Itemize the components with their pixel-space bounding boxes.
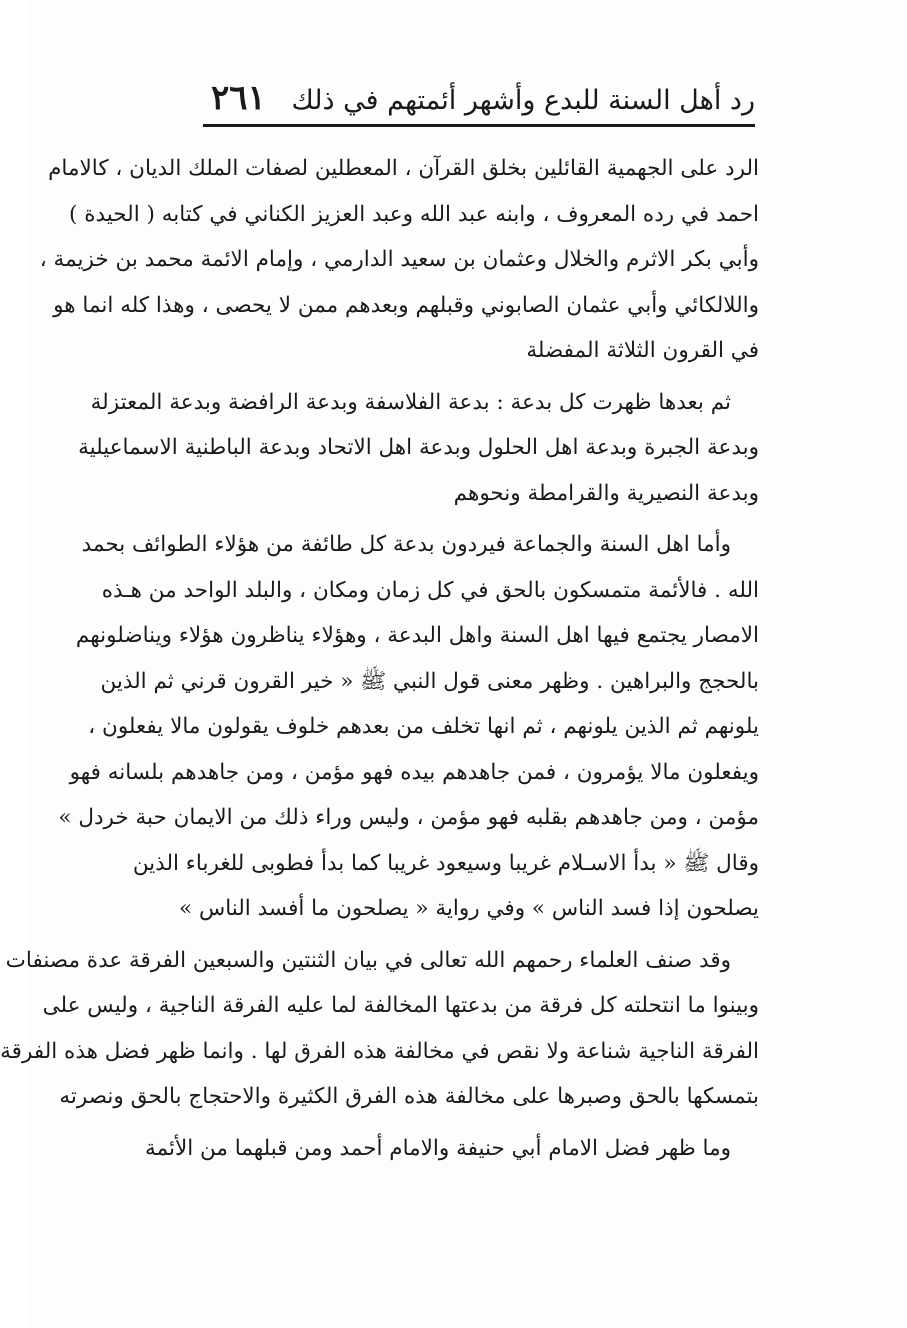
text-line: احمد في رده المعروف ، وابنه عبد الله وعبد العزيز الكناني في كتابه ( الحيدة ) bbox=[69, 201, 759, 227]
text-line: وبينوا ما انتحلته كل فرقة من بدعتها المخالفة لما عليه الفرقة الناجية ، وليس على bbox=[42, 993, 759, 1018]
text-line: الرد على الجهمية القائلين بخلق القرآن ، المعطلين لصفات الملك الديان ، كالامام bbox=[48, 156, 759, 181]
text-line: بتمسكها بالحق وصبرها على مخالفة هذه الفرق الكثيرة والاحتجاج بالحق ونصرته bbox=[59, 1084, 759, 1109]
text-line: وقال ﷺ « بدأ الاسـلام غريبا وسيعود غريبا كما بدأ فطوبى للغرباء الذين bbox=[132, 850, 759, 876]
paragraph-2 bbox=[78, 380, 759, 517]
body-text bbox=[0, 146, 759, 1177]
paragraph-5 bbox=[145, 1126, 759, 1172]
text-line: وأما اهل السنة والجماعة فيردون بدعة كل طائفة من هؤلاء الطوائف بحمد bbox=[81, 532, 731, 557]
text-line: الله . فالأئمة متمسكون بالحق في كل زمان ومكان ، والبلد الواحد من هـذه bbox=[101, 577, 759, 603]
text-line: في القرون الثلاثة المفضلة bbox=[526, 338, 759, 363]
text-line: مؤمن ، ومن جاهدهم بقلبه فهو مؤمن ، وليس وراء ذلك من الايمان حبة خردل » bbox=[58, 805, 759, 830]
text-line: يلونهم ثم الذين يلونهم ، ثم انها تخلف من بعدهم خلوف يقولون مالا يفعلون ، bbox=[88, 714, 759, 739]
paragraph-3 bbox=[58, 522, 759, 932]
paragraph-4 bbox=[0, 938, 759, 1120]
text-line: وبدعة الجبرة وبدعة اهل الحلول وبدعة اهل الاتحاد وبدعة الباطنية الاسماعيلية bbox=[78, 435, 759, 460]
page-header bbox=[203, 72, 755, 124]
text-line: وبدعة النصيرية والقرامطة ونحوهم bbox=[453, 480, 759, 506]
header-rule bbox=[203, 124, 755, 127]
text-line: وقد صنف العلماء رحمهم الله تعالى في بيان الثنتين والسبعين الفرقة عدة مصنفات bbox=[5, 947, 731, 973]
text-line: ثم بعدها ظهرت كل بدعة : بدعة الفلاسفة وبدعة الرافضة وبدعة المعتزلة bbox=[90, 389, 731, 415]
text-line: بالحجج والبراهين . وظهر معنى قول النبي ﷺ « خير القرون قرني ثم الذين bbox=[100, 668, 759, 694]
text-line: ويفعلون مالا يؤمرون ، فمن جاهدهم بيده فهو مؤمن ، ومن جاهدهم بلسانه فهو bbox=[69, 759, 759, 785]
page-number: ٢٦١ bbox=[211, 78, 266, 118]
text-line: واللالكائي وأبي عثمان الصابوني وقبلهم وبعدهم ممن لا يحصى ، وهذا كله انما هو bbox=[53, 292, 759, 318]
text-line: الامصار يجتمع فيها اهل السنة واهل البدعة ، وهؤلاء يناظرون هؤلاء ويناضلونهم bbox=[75, 623, 759, 648]
text-line: وما ظهر فضل الامام أبي حنيفة والامام أحمد ومن قبلهما من الأئمة bbox=[145, 1135, 731, 1161]
text-line: يصلحون إذا فسد الناس » وفي رواية « يصلحون ما أفسد الناس » bbox=[178, 896, 759, 921]
paragraph-1 bbox=[39, 146, 759, 374]
running-title: رد أهل السنة للبدع وأشهر أئمتهم في ذلك bbox=[291, 85, 755, 116]
text-line: الفرقة الناجية شناعة ولا نقص في مخالفة هذه الفرق لها . وانما ظهر فضل هذه الفرقة bbox=[0, 1038, 759, 1064]
text-line: وأبي بكر الاثرم والخلال وعثمان بن سعيد الدارمي ، وإمام الائمة محمد بن خزيمة ، bbox=[39, 247, 759, 272]
